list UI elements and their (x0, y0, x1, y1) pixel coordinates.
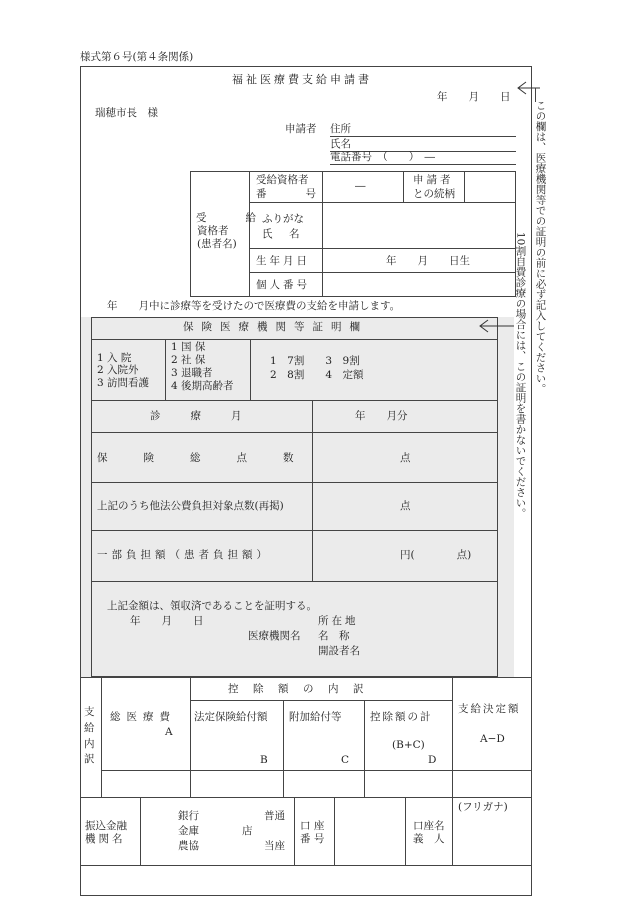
personal-number-label: 個人番号 (256, 279, 310, 291)
statutory-code: B (260, 754, 268, 766)
phone-line (330, 164, 516, 165)
cert-col-visit (165, 339, 166, 400)
cert-col-ins (250, 339, 251, 400)
addressee: 瑞穂市長 様 (95, 107, 158, 119)
receipt-statement: 上記金額は、領収済であることを証明する。 (107, 600, 317, 612)
birth-label: 生年月日 (256, 255, 310, 267)
copay-unit: 円( 点) (400, 549, 472, 561)
payment-top (80, 677, 532, 678)
recipient-label-2: 資格者 (197, 225, 229, 237)
insurance-type-3: 3 退職者 (171, 367, 213, 379)
facility-name-label: 名 称 (318, 630, 350, 642)
recipient-row-1 (249, 202, 516, 203)
additional-code: C (341, 754, 350, 766)
relation-label-2: との続柄 (413, 188, 455, 200)
form-title: 福祉医療費支給申請書 (232, 73, 372, 86)
visit-type-1: 1 入 院 (97, 352, 132, 364)
cert-row-1 (91, 400, 498, 401)
insurance-type-4: 4 後期高齢者 (171, 380, 234, 392)
total-cost-label: 総医療費 (110, 711, 176, 723)
applicant-name-label: 氏名 (330, 138, 351, 150)
facility-address-label: 所在地 (318, 615, 359, 627)
deduction-total-label: 控除額の計 (370, 711, 433, 723)
decision-label: 支給決定額 (458, 703, 521, 715)
facility-label: 医療機関名 (248, 630, 301, 642)
cert-row-title (91, 339, 498, 340)
bank-col-3 (334, 797, 335, 865)
founder-label: 開設者名 (318, 645, 360, 657)
visit-type-2: 2 入院外 (97, 364, 139, 376)
deduction-code: D (428, 754, 437, 766)
receipt-date: 年 月 日 (130, 615, 204, 627)
address-line (330, 136, 516, 137)
statutory-benefit-label: 法定保険給付額 (194, 711, 268, 723)
recipient-label-1: 受 給 (196, 212, 262, 224)
branch-label: 店 (242, 825, 253, 837)
cert-number-label-1: 受給資格者 (256, 174, 309, 186)
applicant-label: 申請者 (285, 123, 317, 135)
cert-number-label-2: 番 号 (256, 188, 322, 200)
arrow-left-icon (478, 318, 514, 334)
payment-col-d (452, 677, 453, 797)
recipient-name-label: 氏 名 (262, 228, 303, 240)
relation-label-1: 申請者 (413, 174, 454, 186)
recipient-col-1 (249, 171, 250, 297)
medical-cert-title: 保険医療機関等証明欄 (183, 321, 368, 333)
account-type-normal: 普通 (264, 810, 285, 822)
recipient-label-3: (患者名) (197, 238, 237, 250)
public-points-label: 上記のうち他法公費負担対象点数(再掲) (97, 500, 284, 512)
cert-row-2 (91, 432, 498, 433)
decision-formula: A−D (480, 733, 505, 745)
applicant-address-label: 住所 (330, 123, 351, 135)
bank-type-bank: 銀行 (178, 810, 199, 822)
furigana-label: ふりがな (262, 213, 304, 225)
deduction-header: 控 除 額 の 内 訳 (228, 683, 366, 695)
cert-number-value: ― (355, 180, 366, 192)
treatment-month-label: 診 療 月 (150, 410, 245, 422)
payment-row-head (190, 700, 452, 701)
bank-col-1 (140, 797, 141, 865)
arrow-left-icon (516, 80, 540, 96)
total-points-label: 保 険 総 点 数 (97, 452, 299, 464)
recipient-row-2 (249, 248, 516, 249)
cert-row-4 (91, 530, 498, 531)
recipient-table (190, 171, 516, 297)
request-statement: 年 月中に診療等を受けたので医療費の支給を申請します。 (107, 300, 401, 312)
payment-side-label: 支給内訳 (84, 706, 95, 766)
bank-type-coop: 農協 (178, 840, 199, 852)
bank-col-5 (452, 797, 453, 865)
applicant-phone-label: 電話番号 （ ） ― (330, 151, 435, 163)
total-cost-code: A (165, 726, 173, 738)
copay-label: 一部負担額（患者負担額） (97, 549, 271, 561)
payment-col-side (101, 677, 102, 797)
payment-col-a (190, 677, 191, 797)
recipient-col-2 (322, 171, 323, 297)
bank-label-1: 振込金融 (85, 820, 127, 832)
additional-benefit-label: 附加給付等 (289, 711, 342, 723)
payment-col-c (364, 700, 365, 797)
date-line: 年 月 日 (437, 91, 511, 103)
account-number-label-1: 口 座 (300, 820, 325, 832)
account-number-label-2: 番 号 (300, 833, 325, 845)
cert-row-5 (91, 581, 498, 582)
recipient-col-3 (403, 171, 404, 202)
holder-furigana-label: (フリガナ) (458, 801, 508, 813)
cert-row-3 (91, 482, 498, 483)
payment-bottom (80, 797, 532, 798)
public-points-unit: 点 (400, 500, 411, 512)
bank-col-2 (294, 797, 295, 865)
cert-col-value (312, 400, 313, 581)
bank-bottom (80, 865, 532, 866)
side-note-2: 10割自費診療の場合には、この証明を書かないでください。 (514, 232, 527, 519)
bank-label-2: 機関名 (85, 833, 126, 845)
deduction-formula: (B+C) (392, 739, 425, 751)
visit-type-3: 3 訪問看護 (97, 377, 150, 389)
recipient-row-3 (249, 272, 516, 273)
bank-type-treasury: 金庫 (178, 825, 199, 837)
account-type-current: 当座 (264, 840, 285, 852)
payment-col-b (283, 700, 284, 797)
total-points-unit: 点 (400, 452, 411, 464)
treatment-month-value: 年 月分 (355, 410, 408, 422)
recipient-col-4 (464, 171, 465, 202)
account-holder-label-2: 義 人 (413, 833, 445, 845)
insurance-type-2: 2 社 保 (171, 354, 206, 366)
benefit-rate-1: 1 7割 3 9割 (270, 355, 360, 367)
birth-value: 年 月 日生 (386, 255, 470, 267)
account-holder-label-1: 口座名 (413, 820, 445, 832)
insurance-type-1: 1 国 保 (171, 341, 206, 353)
side-note-1: この欄は、医療機関等での証明の前に必ず記入してください。 (534, 100, 547, 394)
benefit-rate-2: 2 8割 4 定額 (270, 369, 364, 381)
form-number: 様式第６号(第４条関係) (80, 51, 194, 63)
bank-col-4 (405, 797, 406, 865)
payment-row-blank (101, 770, 532, 771)
